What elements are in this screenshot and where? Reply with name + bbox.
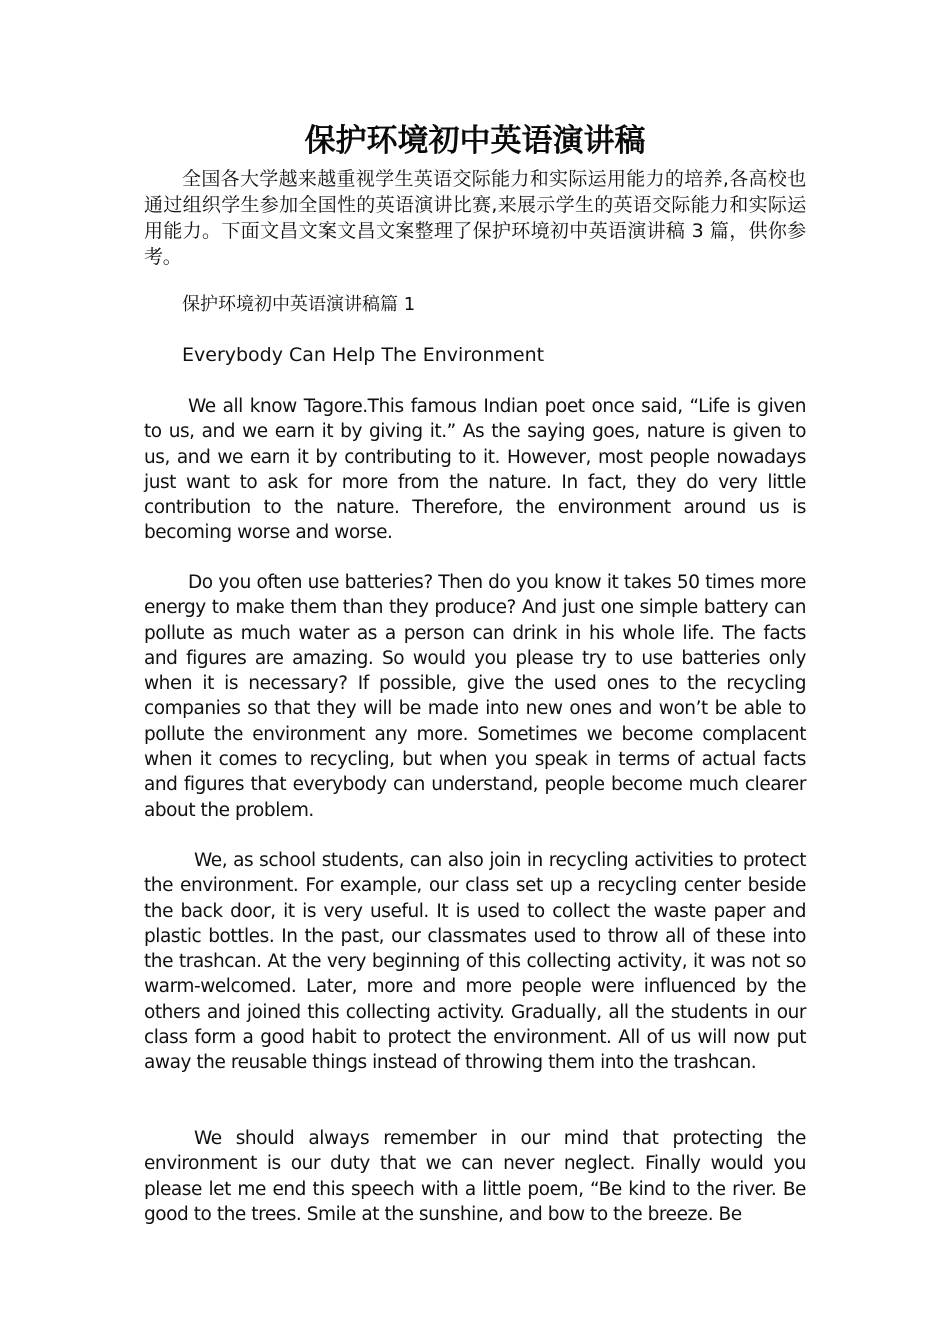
section-heading: 保护环境初中英语演讲稿篇 1: [182, 294, 416, 315]
body-paragraph: We all know Tagore.This famous Indian poet once said, “Life is given to us, and we earn it by giving it.” As the saying goes, nature is given to us, and we earn it by contributing to it. However, most people nowadays just want to ask for more from the nature. In fact, they do very little contribution to the nature. Therefore, the environment around us is becoming worse and worse.: [144, 396, 806, 544]
body-paragraph: We, as school students, can also join in recycling activities to protect the environment. For example, our class set up a recycling center beside the back door, it is very useful. It is used to collect the waste paper and plastic bottles. In the past, our classmates used to throw all of these into the trashcan. At the very beginning of this collecting activity, it was not so warm-welcomed. Later, more and more people were influenced by the others and joined this collecting activity. Gradually, all the students in our class form a good habit to protect the environment. All of us will now put away the reusable things instead of throwing them into the trashcan.: [144, 850, 806, 1074]
document-title: 保护环境初中英语演讲稿: [304, 123, 646, 159]
intro-paragraph: 全国各大学越来越重视学生英语交际能力和实际运用能力的培养,各高校也通过组织学生参加全国性的英语演讲比赛,来展示学生的英语交际能力和实际运用能力。下面文昌文案文昌文案整理了保护环境初中英语演讲稿 3 篇，供你参考。: [144, 168, 806, 268]
body-paragraph: We should always remember in our mind that protecting the environment is our duty that we can never neglect. Finally would you please let me end this speech with a little poem, “Be kind to the river. Be good to the trees. Smile at the sunshine, and bow to the breeze. Be: [144, 1128, 806, 1225]
speech-title: Everybody Can Help The Environment: [182, 344, 545, 366]
body-paragraph: Do you often use batteries? Then do you know it takes 50 times more energy to make them than they produce? And just one simple battery can pollute as much water as a person can drink in his whole life. The facts and figures are amazing. So would you please try to use batteries only when it is necessary? If possible, give the used ones to the recycling companies so that they will be made into new ones and won’t be able to pollute the environment any more. Sometimes we become complacent when it comes to recycling, but when you speak in terms of actual facts and figures that everybody can understand, people become much clearer about the problem.: [144, 572, 806, 821]
